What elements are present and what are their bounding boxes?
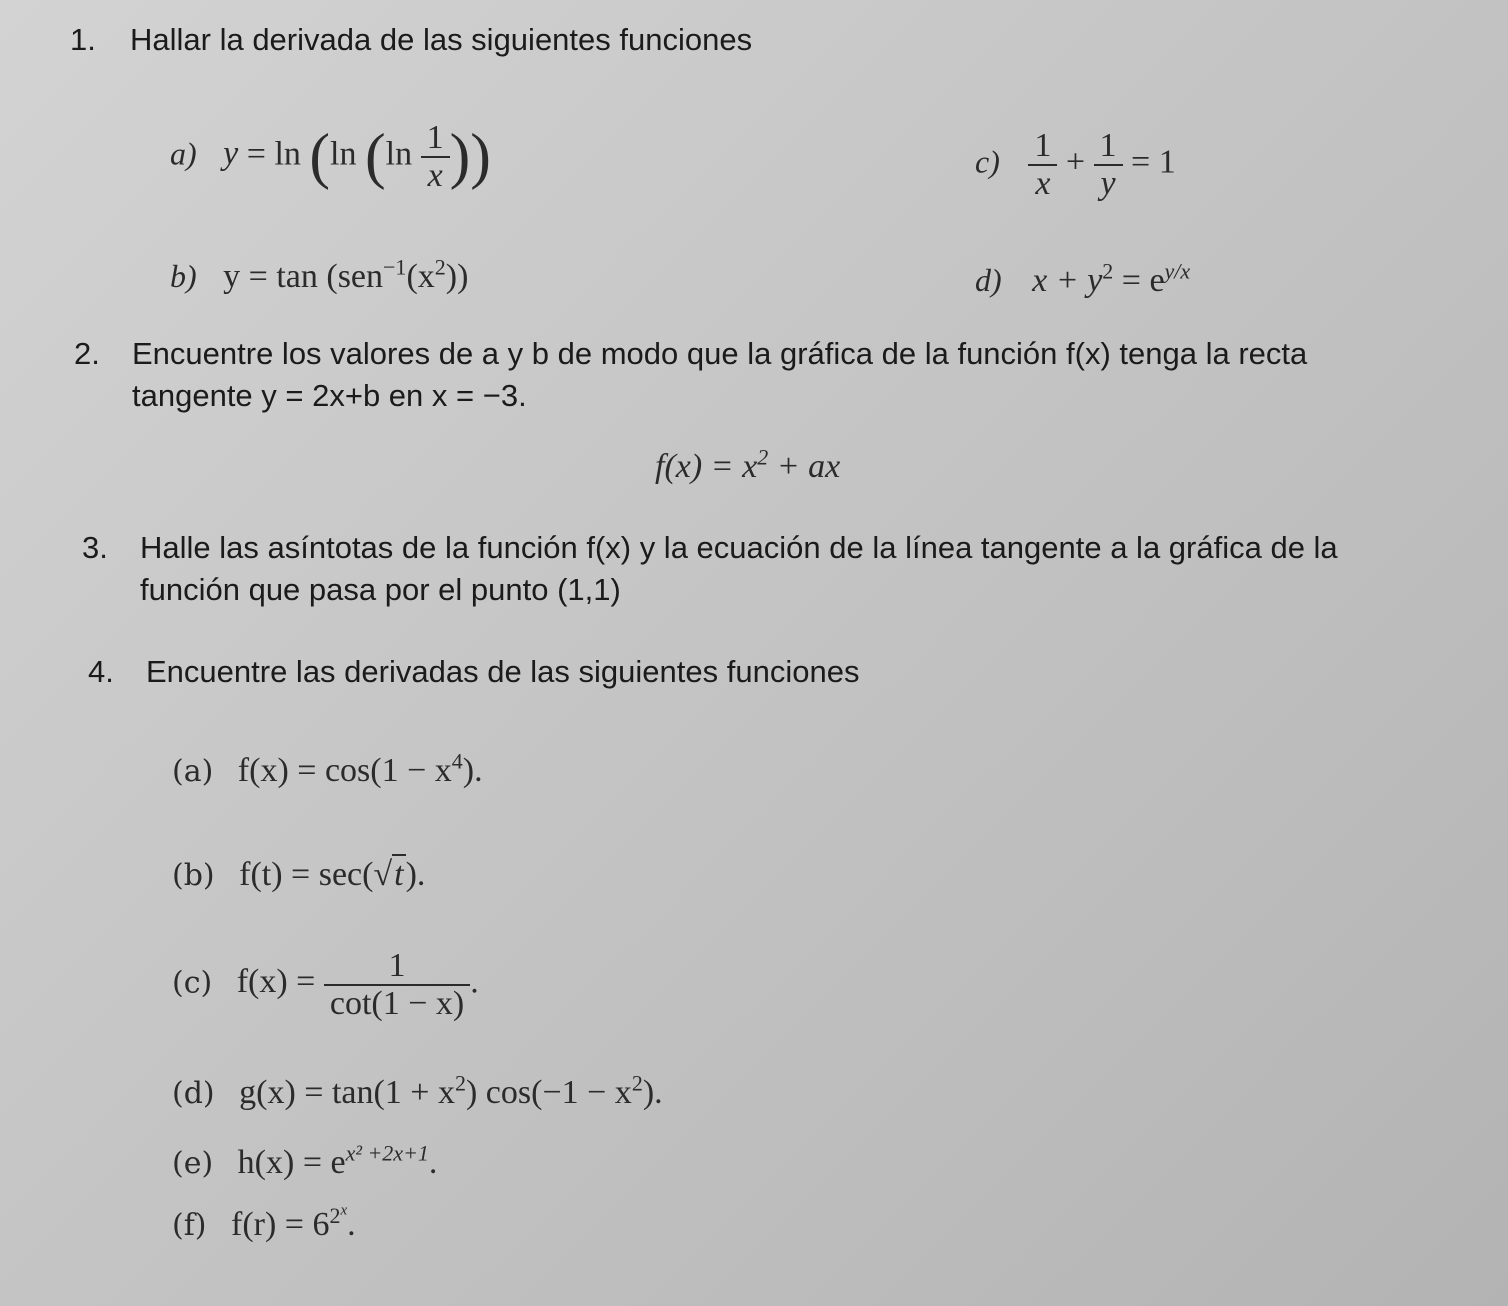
end: ). bbox=[642, 1074, 663, 1111]
end: . bbox=[347, 1206, 356, 1243]
item-4d bbox=[172, 1070, 663, 1112]
q2-formula bbox=[655, 444, 841, 486]
question-number: 3. bbox=[82, 530, 108, 565]
question-2 bbox=[74, 336, 1307, 372]
equals: = bbox=[246, 135, 266, 173]
denominator: y bbox=[1094, 164, 1123, 202]
denominator: x bbox=[1028, 164, 1057, 202]
expression: f(r) = 6 bbox=[231, 1206, 330, 1243]
formula-left: f(x) = x bbox=[655, 448, 758, 485]
exponent: x² +2x+1 bbox=[345, 1140, 429, 1166]
exponent: −1 bbox=[383, 254, 407, 280]
expression: f(x) = cos(1 − x bbox=[237, 752, 452, 789]
expression-mid: ) cos(−1 − x bbox=[465, 1074, 632, 1111]
exponent-exponent: x bbox=[340, 1202, 348, 1219]
item-1c bbox=[975, 128, 1176, 201]
formula-right: + ax bbox=[768, 448, 841, 485]
question-line-1: Encuentre los valores de a y b de modo que la gráfica de la función f(x) tenga la recta bbox=[132, 336, 1308, 371]
expression: f(t) = sec( bbox=[239, 856, 374, 893]
expression: h(x) = e bbox=[237, 1144, 346, 1181]
question-4 bbox=[88, 654, 859, 690]
item-label: (b) bbox=[172, 858, 215, 893]
item-4c bbox=[172, 948, 479, 1021]
numerator: 1 bbox=[426, 119, 444, 156]
rhs: = 1 bbox=[1131, 143, 1176, 181]
rhs: = e bbox=[1121, 262, 1165, 299]
fraction bbox=[421, 120, 450, 193]
item-label: (f) bbox=[172, 1208, 207, 1243]
expression: g(x) = tan(1 + x bbox=[239, 1074, 455, 1111]
ln-2: ln bbox=[330, 135, 357, 173]
item-4f bbox=[172, 1202, 356, 1244]
item-4e bbox=[172, 1140, 438, 1182]
question-number: 2. bbox=[74, 336, 100, 371]
formula-exponent: 2 bbox=[757, 444, 769, 470]
item-1b bbox=[170, 254, 469, 296]
ln-1: ln bbox=[274, 135, 301, 173]
question-2-line-2: tangente y = 2x+b en x = −3. bbox=[132, 378, 527, 413]
expression-rest: (x bbox=[406, 258, 435, 295]
question-3-line-2: función que pasa por el punto (1,1) bbox=[140, 572, 621, 607]
question-number: 4. bbox=[88, 654, 114, 689]
exponent: 2 bbox=[434, 254, 446, 280]
end: . bbox=[470, 963, 479, 1001]
end: ). bbox=[462, 752, 483, 789]
item-4b bbox=[172, 856, 425, 894]
item-label: (e) bbox=[172, 1146, 214, 1181]
fraction bbox=[324, 948, 470, 1021]
numerator: 1 bbox=[1034, 127, 1052, 164]
item-label: (c) bbox=[172, 965, 213, 1001]
item-label: c) bbox=[975, 143, 1000, 180]
question-number: 1. bbox=[70, 22, 96, 57]
square-root bbox=[373, 856, 405, 894]
item-label: a) bbox=[170, 135, 197, 172]
question-text: Encuentre las derivadas de las siguientes funciones bbox=[146, 654, 860, 689]
radicand: t bbox=[394, 856, 404, 893]
radical-sign: √ bbox=[373, 856, 393, 893]
denominator: cot(1 − x) bbox=[324, 984, 470, 1022]
expression: y = tan (sen bbox=[223, 258, 384, 295]
fraction-2 bbox=[1094, 128, 1123, 201]
close: )) bbox=[445, 258, 469, 295]
numerator: 1 bbox=[1099, 127, 1117, 164]
question-1 bbox=[70, 22, 752, 58]
lhs: y bbox=[223, 135, 239, 173]
item-label: (a) bbox=[172, 754, 214, 789]
exponent: 4 bbox=[451, 748, 463, 774]
item-4a bbox=[172, 748, 483, 790]
exponent-base: 2 bbox=[329, 1202, 341, 1228]
exponent bbox=[329, 1203, 347, 1228]
exponent: 2 bbox=[1102, 258, 1114, 284]
question-line-1: Halle las asíntotas de la función f(x) y la ecuación de la línea tangente a la gráfica de la bbox=[140, 530, 1338, 565]
numerator: 1 bbox=[388, 947, 406, 984]
item-label: d) bbox=[975, 262, 1002, 298]
exponent-2: 2 bbox=[631, 1070, 643, 1096]
expression: x + y bbox=[1032, 262, 1103, 299]
expression: f(x) = bbox=[236, 963, 316, 1001]
fraction-1 bbox=[1028, 128, 1057, 201]
item-1a: a) y = ln (ln (ln $\frac{1}{x}$ )) bbox=[170, 119, 491, 194]
end: . bbox=[428, 1144, 438, 1181]
denominator: x bbox=[421, 156, 450, 194]
question-text: Hallar la derivada de las siguientes funciones bbox=[130, 22, 753, 57]
end: ). bbox=[405, 856, 426, 893]
question-3 bbox=[82, 530, 1338, 566]
exponent-1: 2 bbox=[454, 1070, 466, 1096]
item-1d bbox=[975, 258, 1191, 300]
rhs-exponent: y/x bbox=[1164, 258, 1191, 284]
item-label: (d) bbox=[172, 1076, 215, 1111]
ln-3: ln bbox=[385, 135, 413, 173]
plus: + bbox=[1065, 143, 1086, 181]
item-label: b) bbox=[170, 258, 197, 294]
